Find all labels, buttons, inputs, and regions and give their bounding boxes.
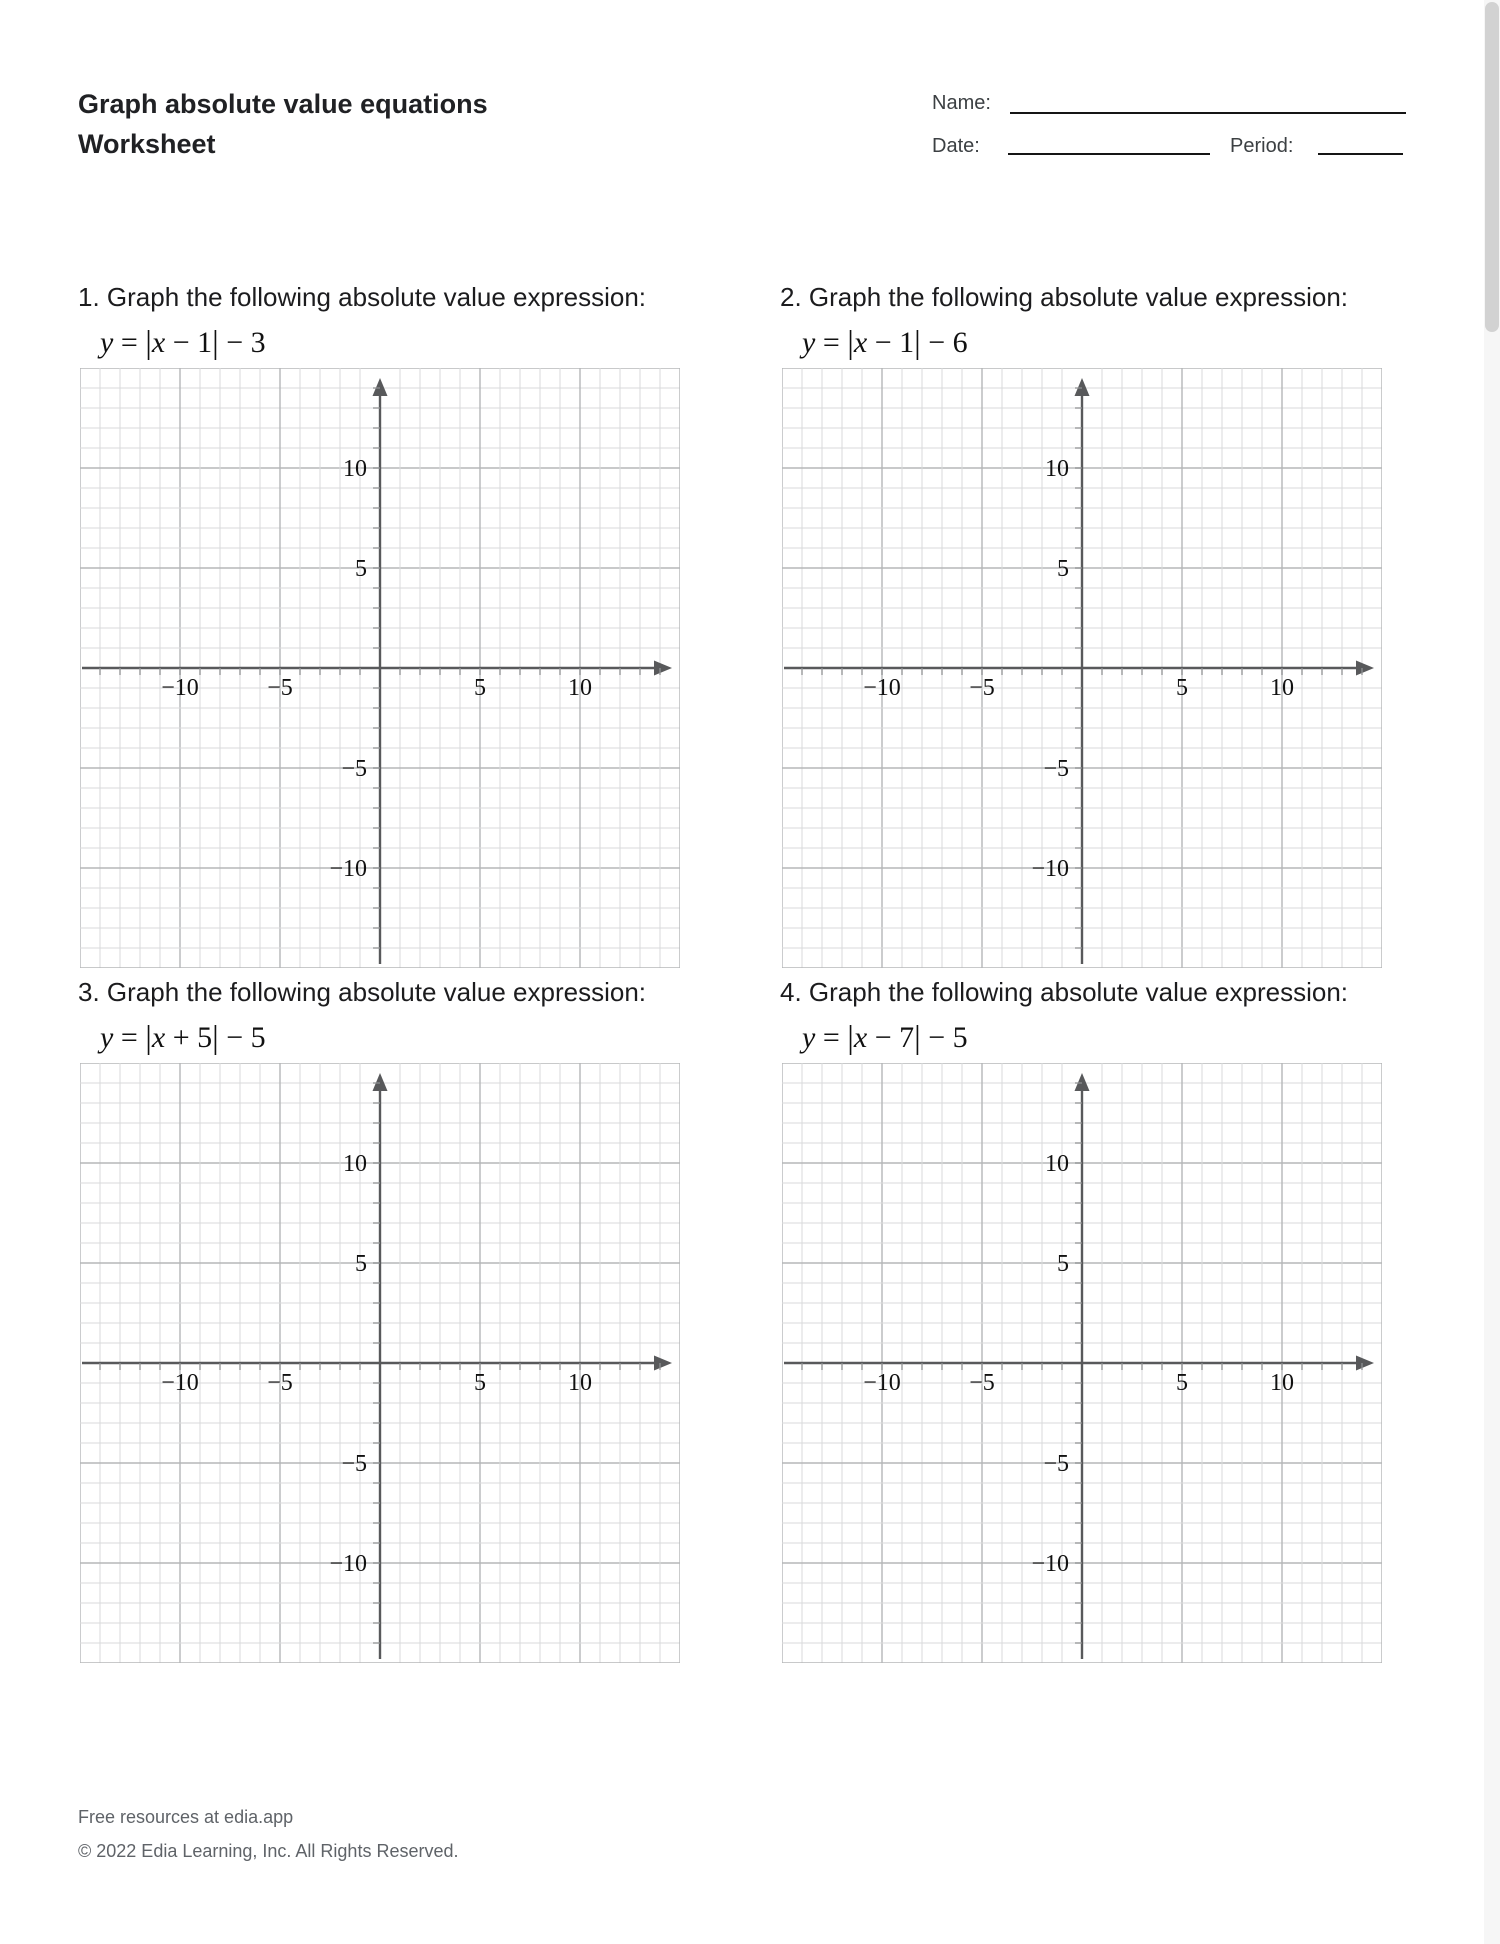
svg-text:−10: −10 <box>1031 1551 1069 1577</box>
problem-4 <box>780 977 1392 1667</box>
svg-text:−5: −5 <box>267 675 293 701</box>
problem-1-coordinate-grid <box>80 368 680 968</box>
problem-2-equation: y = |x − 1| − 6 <box>802 325 968 361</box>
svg-text:5: 5 <box>474 675 486 701</box>
svg-text:−10: −10 <box>1031 856 1069 882</box>
svg-text:−5: −5 <box>969 1370 995 1396</box>
problem-4-heading: 4. Graph the following absolute value expression: <box>780 977 1349 1007</box>
problem-3-equation: y = |x + 5| − 5 <box>100 1020 266 1056</box>
svg-text:−5: −5 <box>1043 756 1069 782</box>
svg-text:10: 10 <box>1045 1151 1069 1177</box>
problem-1-equation: y = |x − 1| − 3 <box>100 325 266 361</box>
svg-text:−5: −5 <box>267 1370 293 1396</box>
svg-text:−10: −10 <box>329 1551 367 1577</box>
problem-3-coordinate-grid <box>80 1063 680 1663</box>
svg-text:10: 10 <box>343 456 367 482</box>
worksheet-title-line1: Graph absolute value equations <box>78 89 488 119</box>
svg-text:10: 10 <box>1270 675 1294 701</box>
svg-text:5: 5 <box>355 556 367 582</box>
svg-text:−10: −10 <box>863 675 901 701</box>
svg-text:10: 10 <box>343 1151 367 1177</box>
date-label: Date: <box>932 135 980 157</box>
svg-text:10: 10 <box>1045 456 1069 482</box>
svg-text:5: 5 <box>1176 675 1188 701</box>
svg-text:10: 10 <box>1270 1370 1294 1396</box>
page-footer <box>78 1800 458 1868</box>
svg-text:5: 5 <box>1057 556 1069 582</box>
problem-4-coordinate-grid <box>782 1063 1382 1663</box>
problem-4-equation: y = |x − 7| − 5 <box>802 1020 968 1056</box>
svg-text:−10: −10 <box>329 856 367 882</box>
problem-2-coordinate-grid <box>782 368 1382 968</box>
worksheet-title-line2: Worksheet <box>78 129 216 159</box>
worksheet-title <box>78 84 488 164</box>
date-blank-line <box>1008 153 1210 155</box>
svg-text:10: 10 <box>568 675 592 701</box>
svg-text:5: 5 <box>474 1370 486 1396</box>
scrollbar-track[interactable] <box>1484 0 1500 1944</box>
period-label: Period: <box>1230 135 1294 157</box>
svg-text:−10: −10 <box>161 675 199 701</box>
svg-text:−5: −5 <box>341 1451 367 1477</box>
problem-2 <box>780 282 1392 972</box>
svg-text:−5: −5 <box>341 756 367 782</box>
name-blank-line <box>1010 112 1406 114</box>
svg-text:−10: −10 <box>161 1370 199 1396</box>
svg-text:10: 10 <box>568 1370 592 1396</box>
problem-1-heading: 1. Graph the following absolute value expression: <box>78 282 647 312</box>
problem-3 <box>78 977 690 1667</box>
problem-2-heading: 2. Graph the following absolute value expression: <box>780 282 1349 312</box>
problem-3-heading: 3. Graph the following absolute value expression: <box>78 977 647 1007</box>
problem-1 <box>78 282 690 972</box>
svg-text:5: 5 <box>1176 1370 1188 1396</box>
svg-text:−10: −10 <box>863 1370 901 1396</box>
svg-text:5: 5 <box>1057 1251 1069 1277</box>
name-label: Name: <box>932 92 991 114</box>
footer-copyright-text: © 2022 Edia Learning, Inc. All Rights Reserved. <box>78 1841 459 1861</box>
svg-text:5: 5 <box>355 1251 367 1277</box>
footer-resources-text: Free resources at edia.app <box>78 1807 294 1827</box>
scrollbar-thumb[interactable] <box>1485 2 1499 332</box>
svg-text:−5: −5 <box>1043 1451 1069 1477</box>
svg-text:−5: −5 <box>969 675 995 701</box>
period-blank-line <box>1318 153 1403 155</box>
